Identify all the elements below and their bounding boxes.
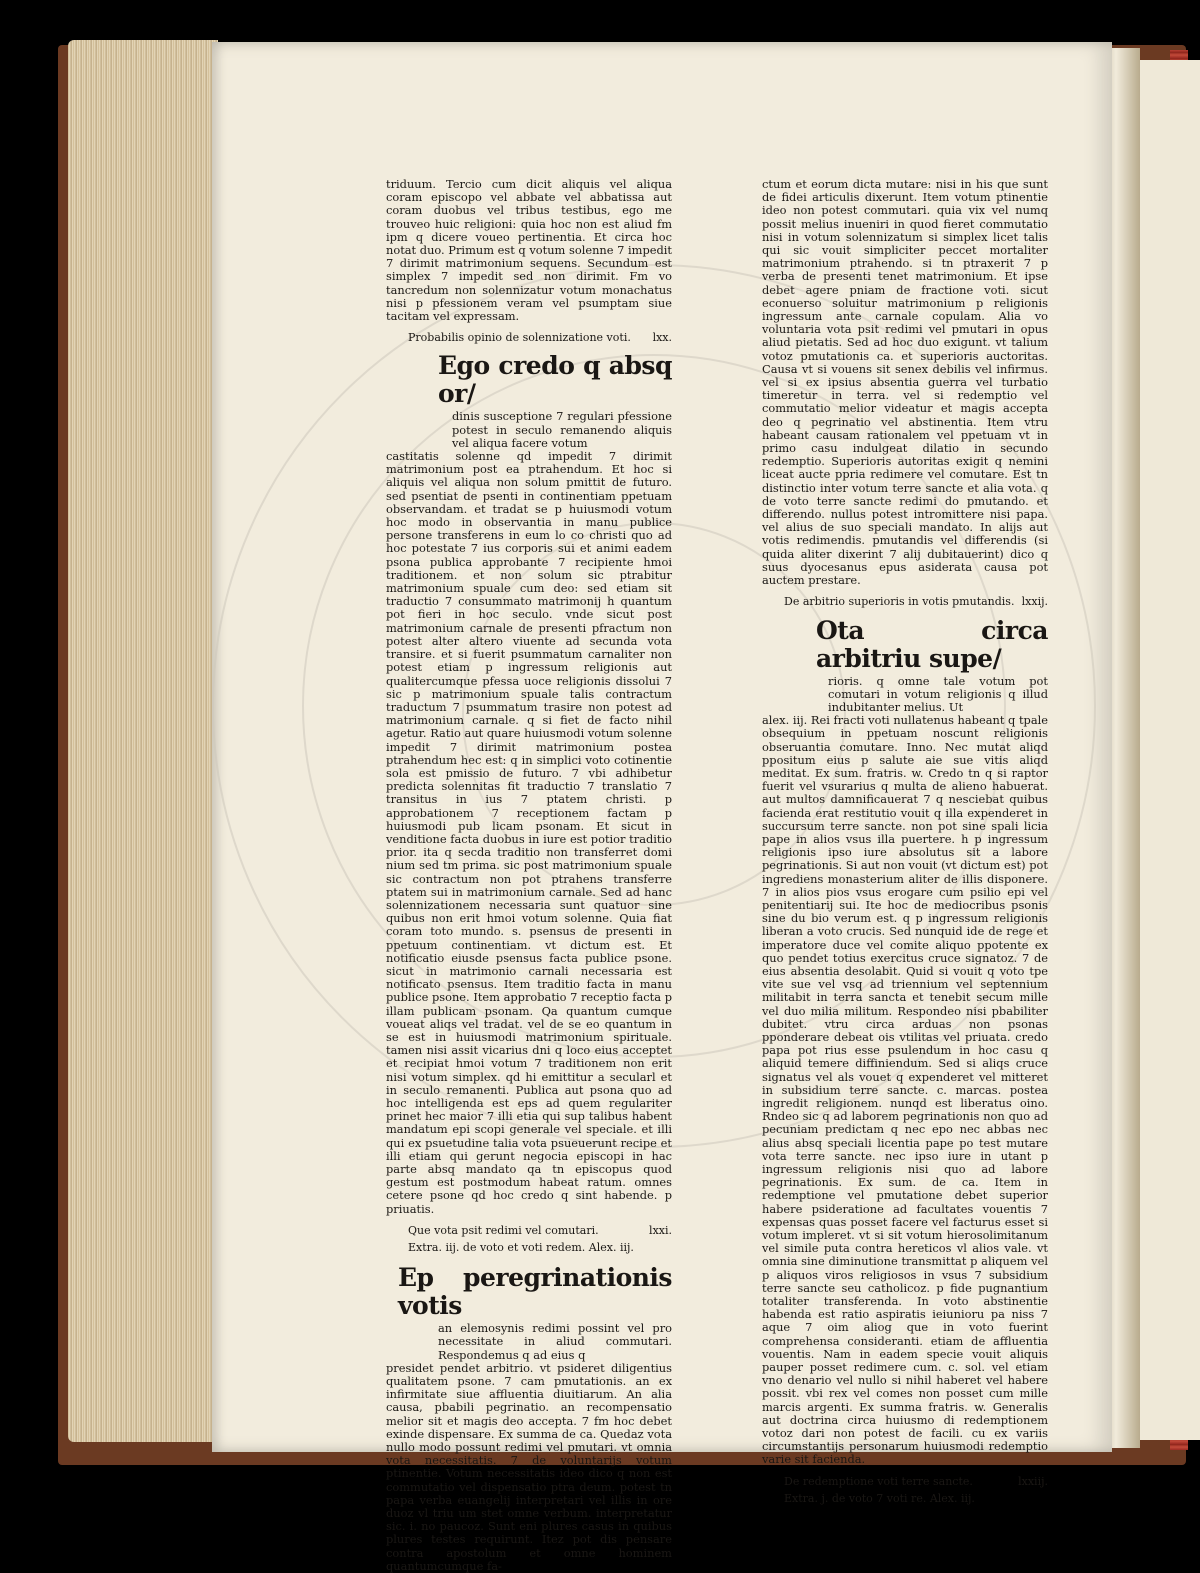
section-rubric: Probabilis opinio de solennizatione voti. lxx. — [408, 331, 672, 345]
rubric-citation: Extra. iij. de voto et voti redem. Alex. iij. — [408, 1241, 634, 1255]
section-rubric: De arbitrio superioris in votis pmutandis. lxxij. — [784, 595, 1048, 609]
section-rubric: De redemptione voti terre sancte. lxxiij. — [784, 1474, 1048, 1488]
page-edges — [68, 40, 218, 1442]
paragraph: presidet pendet arbitrio. vt psideret diligentius qualitatem psone. 7 cam pmutationis. an ex infirmitate siue affluentia diuitiarum. An alia causa, pbabili pegrinatio. an recompensatio melior sit et magis deo accepta. 7 fm hoc debet exinde dispensare. Ex summa de ca. Quedaz vota nullo modo possunt redimi vel pmutari. vt omnia vota necessitatis. 7 de voluntarijs votum ptinentie. Votum necessitatis ideo dico q non est commutatio vel dispensatio ptra deum. potest tn papa verba euangelij interpretari vel illis in ore duoz vl triu um stet omne verbum. interpretatur sic. i. no paucoz. Sunt eni plures casus in quibus plures testes requirunt. Itez pot dis pensare contra apostolum et omne hominem quantumcumque fa- — [386, 1360, 672, 1573]
paragraph-lead: an elemosynis redimi possint vel pro necessitate in aliud commutari. Respondemus q ad eius q — [438, 1321, 672, 1362]
section-initial: Ego credo q absq or/ — [438, 351, 672, 409]
paragraph: ctum et eorum dicta mutare: nisi in his que sunt de fidei articulis dixerunt. Item votum ptinentie ideo non potest commutari. quia vix vel numq possit melius inueniri in quod fieret commutatio nisi in votum solennizatum si simplex licet talis qui sic vouit simpliciter peccet mortaliter matrimonium ptrahendo. si tn ptraxerit 7 p verba de presenti tenet matrimonium. Et ipse debet agere pniam de fractione voti. sicut econuerso soluitur matrimonium p religionis ingressum ante carnale copulam. Alia vo voluntaria vota psit redimi vel pmutari in opus aliud pietatis. Sed ad hoc duo exigunt. vt talium votoz pmutationis ca. et superioris auctoritas. Causa vt si vouens sit senex debilis vel infirmus. vel si ex ipsius absentia guerra vel turbatio timeretur in terra. vel si redemptio vel commutatio melior videatur et magis accepta deo q pegrinatio vel abstinentia. Item vtru habeant causam rationalem vel ppetuam vt in primo casu indulgeat dilatio in secundo redemptio. Superioris autoritas exigit q nemini liceat aucte ppria redimere vel comutare. Est tn distinctio inter votum terre sancte et alia vota. q de voto terre sancte redimi do pmutando. et differendo. nullus potest intromittere nisi papa. vel alius de suo speciali mandato. In alijs aut votis redimendis. pmutandis vel differendis (si quida aliter dixerint 7 alij dubitauerint) dico q suus dyocesanus epus asiderata causa pot auctem prestare. — [762, 177, 1048, 588]
section-initial: Ota circa arbitriu supe/ — [816, 615, 1048, 673]
paragraph: triduum. Tercio cum dicit aliquis vel aliqua coram episcopo vel abbate vel abbatissa aut coram duobus vel tribus testibus, ego me trouveo huic religioni: quia hoc non est aliud fm ipm q dicere voueo pertinentia. Et circa hoc notat duo. Primum est q votum solenne 7 impedit 7 dirimit matrimonium sequens. Secundum est simplex 7 impedit sed non dirimit. Fm vo tancredum non solennizatur votum monachatus nisi p pfessionem veram vel psumptam siue tacitam vel expressam. — [386, 177, 672, 324]
paragraph-lead: dinis susceptione 7 regulari pfessione potest in seculo remanendo aliquis vel aliqua facere votum — [452, 409, 672, 450]
right-text-column — [762, 178, 1048, 1511]
section-initial: Ep peregrinationis votis — [398, 1263, 672, 1321]
rubric-citation: Extra. j. de voto 7 voti re. Alex. iij. — [784, 1491, 975, 1505]
paragraph: castitatis solenne qd impedit 7 dirimit matrimonium post ea ptrahendum. Et hoc si aliquis vel aliqua non solum pmittit de futuro. sed psentiat de psenti in continentiam ppetuam observandam. et tradat se p huiusmodi votum hoc modo in observantia in manu publice persone transferens in eum lo co christi quo ad hoc potestate 7 ius corporis sui et animi eadem psona publica approbante 7 recipiente hmoi traditionem. et non solum sic ptrabitur matrimonium spuale cum deo: sed etiam sit traductio 7 consummato matrimonij h quantum pot fieri in hoc seculo. vnde sicut post matrimonium carnale de presenti pfractum non potest alter altero viuente ad secunda vota transire. et si fuerit psummatum carnaliter non potest etiam p ingressum religionis aut qualitercumque pfessa uoce religionis dissolui 7 sic p matrimonium spuale talis contractum traductum 7 psummatum trasire non potest ad matrimonium carnale. q si fiet de facto nihil agetur. Ratio aut quare huiusmodi votum solenne impedit 7 dirimit matrimonium postea ptrahendum hec est: q in simplici voto cotinentie sola est pmissio de futuro. 7 vbi adhibetur predicta solennitas fit traductio 7 translatio 7 transitus in ius 7 ptatem christi. p approbationem 7 receptionem factam p huiusmodi pub licam psonam. Et sicut in venditione facta duobus in iure est potior traditio prior. ita q secda traditio non transferret domi nium sed tm prima. sic post matrimonium spuale sic contractum non pot ptrahens transferre ptatem sui in matrimonium carnale. Sed ad hanc solennizationem necessaria sunt quatuor sine quibus non erit hmoi votum solenne. Quia fiat coram toto mundo. s. psensus de presenti in ppetuum continentiam. vt dictum est. Et notificatio eiusde psensus facta publice psone. sicut in matrimonio carnali necessaria est notificato psensus. Item traditio facta in manu publice psone. Item approbatio 7 receptio facta p illam publicam psonam. Qa quantum cumque voueat aliqs vel tradat. vel de se eo quantum in se est in huiusmodi matrimonium spirituale. tamen nisi assit vicarius dni q loco eius acceptet et recipiat hmoi votum 7 traditionem non erit nisi votum simplex. qd hi emittitur a secularl et in seculo remanenti. Publica aut psona quo ad hoc intelligenda est eps ad quem regulariter prinet hec maior 7 illi etia qui sup talibus habent mandatum epi scopi generale vel speciale. et illi qui ex psuetudine talia vota psueuerunt recipe et illi etiam qui gerunt negocia episcopi in hac parte absq mandato qa tn episcopus quod gestum est postmodum habeat ratum. omnes cetere psone qd hoc credo q sint habende. p priuatis. — [386, 449, 672, 1216]
section-rubric: Que vota psit redimi vel comutari. lxxi. — [408, 1223, 672, 1237]
paragraph-lead: rioris. q omne tale votum pot comutari in votum religionis q illud indubitanter melius. Ut — [828, 673, 1048, 714]
paragraph: alex. iij. Rei fracti voti nullatenus habeant q tpale obsequium in ppetuam noscunt religionis obseruantia comutare. Inno. Nec mutat aliqd ppositum eius p salute aie sue vitis aliqd meditat. Ex sum. fratris. w. Credo tn q si raptor fuerit vel vsurarius q multa de alieno habuerat. aut multos damnificauerat 7 q nesciebat quibus facienda erat restitutio vouit q illa expenderet in succursum terre sancte. non pot sine spali licia pape in alios vsus illa puertere. h p ingressum religionis ipso iure absolutus sit a labore pegrinationis. Si aut non vouit (vt dictum est) pot ingrediens monasterium aliter de illis disponere. 7 in alios pios vsus erogare cum psilio epi vel penitentiarij sui. Ite hoc de mediocribus psonis sine du bio verum est. q p ingressum religionis liberan a voto crucis. Sed nunquid ide de rege et imperatore duce vel comite aliquo ppotente ex quo pendet totius exercitus cruce signatoz. 7 de eius absentia desolabit. Quid si vouit q voto tpe vite sue vel vsq ad triennium vel septennium militabit in terra sancta et tenebit secum mille vel duo milia militum. Respondeo nisi pbabiliter dubitet. vtru circa arduas non psonas pponderare debeat ois vtilitas vel priuata. credo papa pot rius esse psulendum in hoc casu q aliquid temere diffiniendum. Sed si aliqs cruce signatus vel als vouet q expenderet vel mitteret in subsidium terre sancte. c. marcas. postea ingredit religionem. nunqd est liberatus oino. Rndeo sic q ad laborem pegrinationis non quo ad pecuniam predictam q nec epo nec abbas nec alius absq speciali licentia pape po test mutare vota terre sancte. nec ipso iure in utant p ingressum religionis nisi quo ad labore pegrinationis. Ex sum. de ca. Item in redemptione vel pmutatione debet superior habere psideratione ad facultates vouentis 7 expensas quas posset facere vel facturus esset si votum impleret. vt si sit votum hierosolimitanum vel simile puta contra hereticos vl alios vale. vt omnia sine diminutione transmittat p aliquem vel p aliquos viros religiosos in vsus 7 subsidium terre sancte seu catholicoz. p fide pugnantium totaliter transferenda. In voto abstinentie habenda est ratio aspiratis ieiunioru pa niss 7 aque 7 oim aliog que in voto fuerint comprehensa consideranti. etiam de affluentia vouentis. Nam in eadem specie vouit aliquis pauper posset redimere cum. c. sol. vel etiam vno denario vel nullo si nihil haberet vel habere possit. vbi rex vel comes non posset cum mille marcis argenti. Ex summa fratris. w. Generalis aut doctrina circa huiusmo di redemptionem votoz dari non potest de facili. cu ex variis circumstantijs personarum huiusmodi redemptio varie sit facienda. — [762, 713, 1048, 1467]
left-text-column — [386, 178, 672, 1573]
